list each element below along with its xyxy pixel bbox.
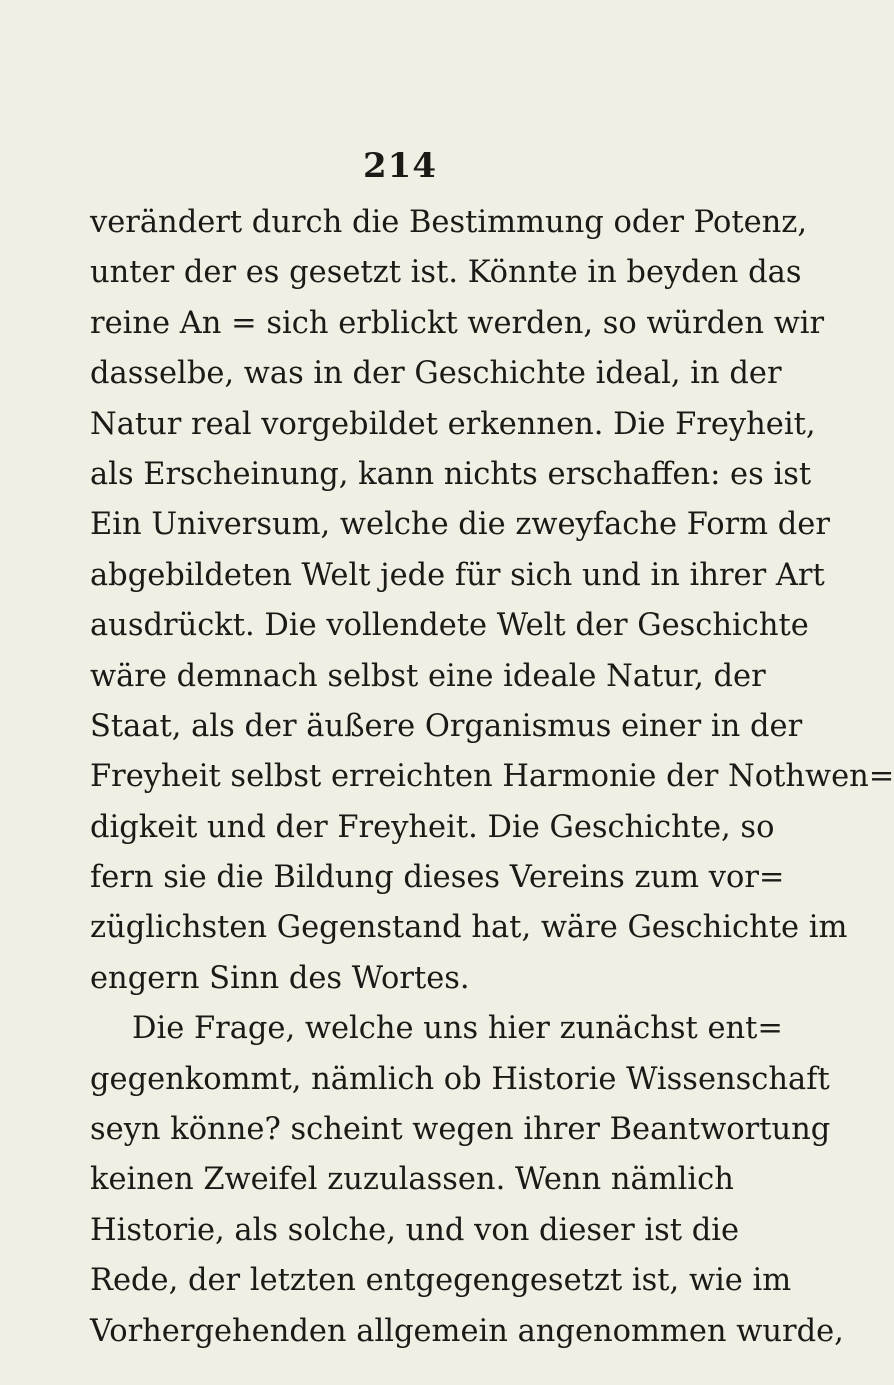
- body-text: [90, 198, 894, 1357]
- text-line: fern sie die Bildung dieses Vereins zum vor=: [90, 860, 785, 896]
- page-number: 214: [363, 146, 437, 186]
- text-line: züglichsten Gegenstand hat, wäre Geschichte im: [90, 910, 848, 946]
- text-line: Historie, als solche, und von dieser ist die: [90, 1212, 740, 1248]
- text-line: keinen Zweifel zuzulassen. Wenn nämlich: [90, 1162, 734, 1198]
- text-line: digkeit und der Freyheit. Die Geschichte, so: [90, 809, 775, 845]
- text-line: verändert durch die Bestimmung oder Potenz,: [90, 205, 808, 240]
- text-line: abgebildeten Welt jede für sich und in ihrer Art: [90, 557, 825, 593]
- text-line: seyn könne? scheint wegen ihrer Beantwortung: [90, 1112, 831, 1148]
- text-line: Vorhergehenden allgemein angenommen wurde,: [90, 1313, 844, 1349]
- text-line: reine An = sich erblickt werden, so würden wir: [90, 305, 825, 341]
- text-line: dasselbe, was in der Geschichte ideal, in der: [90, 356, 782, 392]
- text-line: ausdrückt. Die vollendete Welt der Geschichte: [90, 608, 809, 644]
- text-line: unter der es gesetzt ist. Könnte in beyden das: [90, 255, 802, 291]
- text-line: Staat, als der äußere Organismus einer in der: [90, 708, 803, 744]
- text-line: gegenkommt, nämlich ob Historie Wissenschaft: [90, 1061, 830, 1097]
- text-line: Ein Universum, welche die zweyfache Form der: [90, 507, 830, 543]
- text-line: Rede, der letzten entgegengesetzt ist, wie im: [90, 1263, 792, 1299]
- paragraph-end-line: engern Sinn des Wortes.: [90, 960, 470, 996]
- text-line: als Erscheinung, kann nichts erschaffen: es ist: [90, 456, 812, 492]
- text-line: Natur real vorgebildet erkennen. Die Freyheit,: [90, 406, 816, 442]
- text-line: Freyheit selbst erreichten Harmonie der Nothwen=: [90, 759, 894, 795]
- paragraph-start-line: Die Frage, welche uns hier zunächst ent=: [132, 1011, 783, 1047]
- text-line: wäre demnach selbst eine ideale Natur, der: [90, 658, 766, 694]
